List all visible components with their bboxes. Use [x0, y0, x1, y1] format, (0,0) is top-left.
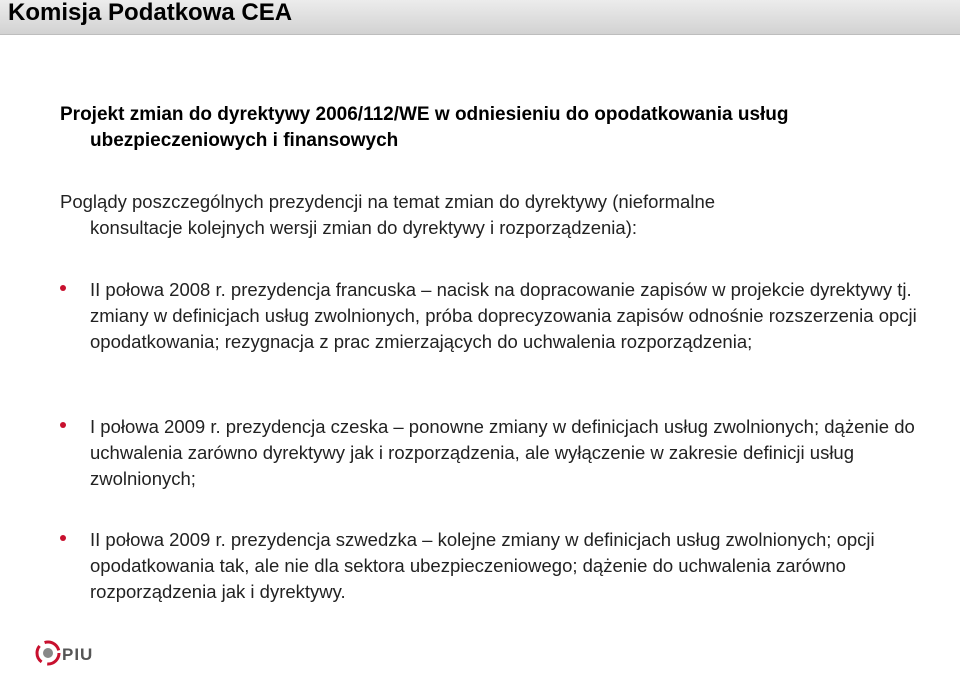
title-bar — [0, 0, 960, 35]
intro-paragraph — [60, 189, 920, 241]
intro-line-2: konsultacje kolejnych wersji zmian do dyrektywy i rozporządzenia): — [90, 217, 638, 238]
bullet-dot-icon — [60, 535, 66, 541]
bullet-text: I połowa 2009 r. prezydencja czeska – ponowne zmiany w definicjach usług zwolnionych; dążenie do uchwalenia zarówno dyrektywy jak i rozporządzenia, ale wyłączenie w zakresie definicji usług zwolnionych; — [90, 416, 915, 489]
section-heading-line-2: ubezpieczeniowych i finansowych — [90, 130, 399, 151]
bullet-item — [90, 414, 930, 492]
section-heading-line-1: Projekt zmian do dyrektywy 2006/112/WE w odniesieniu do opodatkowania usług — [60, 104, 789, 125]
section-heading — [60, 102, 920, 154]
bullet-item — [90, 527, 930, 605]
bullet-text: II połowa 2008 r. prezydencja francuska – nacisk na dopracowanie zapisów w projekcie dyrektywy tj. zmiany w definicjach usług zwolnionych, próba doprecyzowania zapisów odnośnie rozszerzenia opcji opodatkowania; rezygnacja z prac zmierzających do uchwalenia rozporządzenia; — [90, 279, 917, 352]
bullet-item — [90, 277, 930, 355]
page-title: Komisja Podatkowa CEA — [8, 0, 293, 26]
bullet-text: II połowa 2009 r. prezydencja szwedzka – kolejne zmiany w definicjach usług zwolnionych; opcji opodatkowania tak, ale nie dla sektora ubezpieczeniowego; dążenie do uchwalenia zarówno rozporządzenia jak i dyrektywy. — [90, 529, 875, 602]
bullet-dot-icon — [60, 422, 66, 428]
bullet-dot-icon — [60, 285, 66, 291]
logo-text: PIU — [62, 645, 94, 664]
intro-line-1: Poglądy poszczególnych prezydencji na temat zmian do dyrektywy (nieformalne — [60, 191, 716, 212]
